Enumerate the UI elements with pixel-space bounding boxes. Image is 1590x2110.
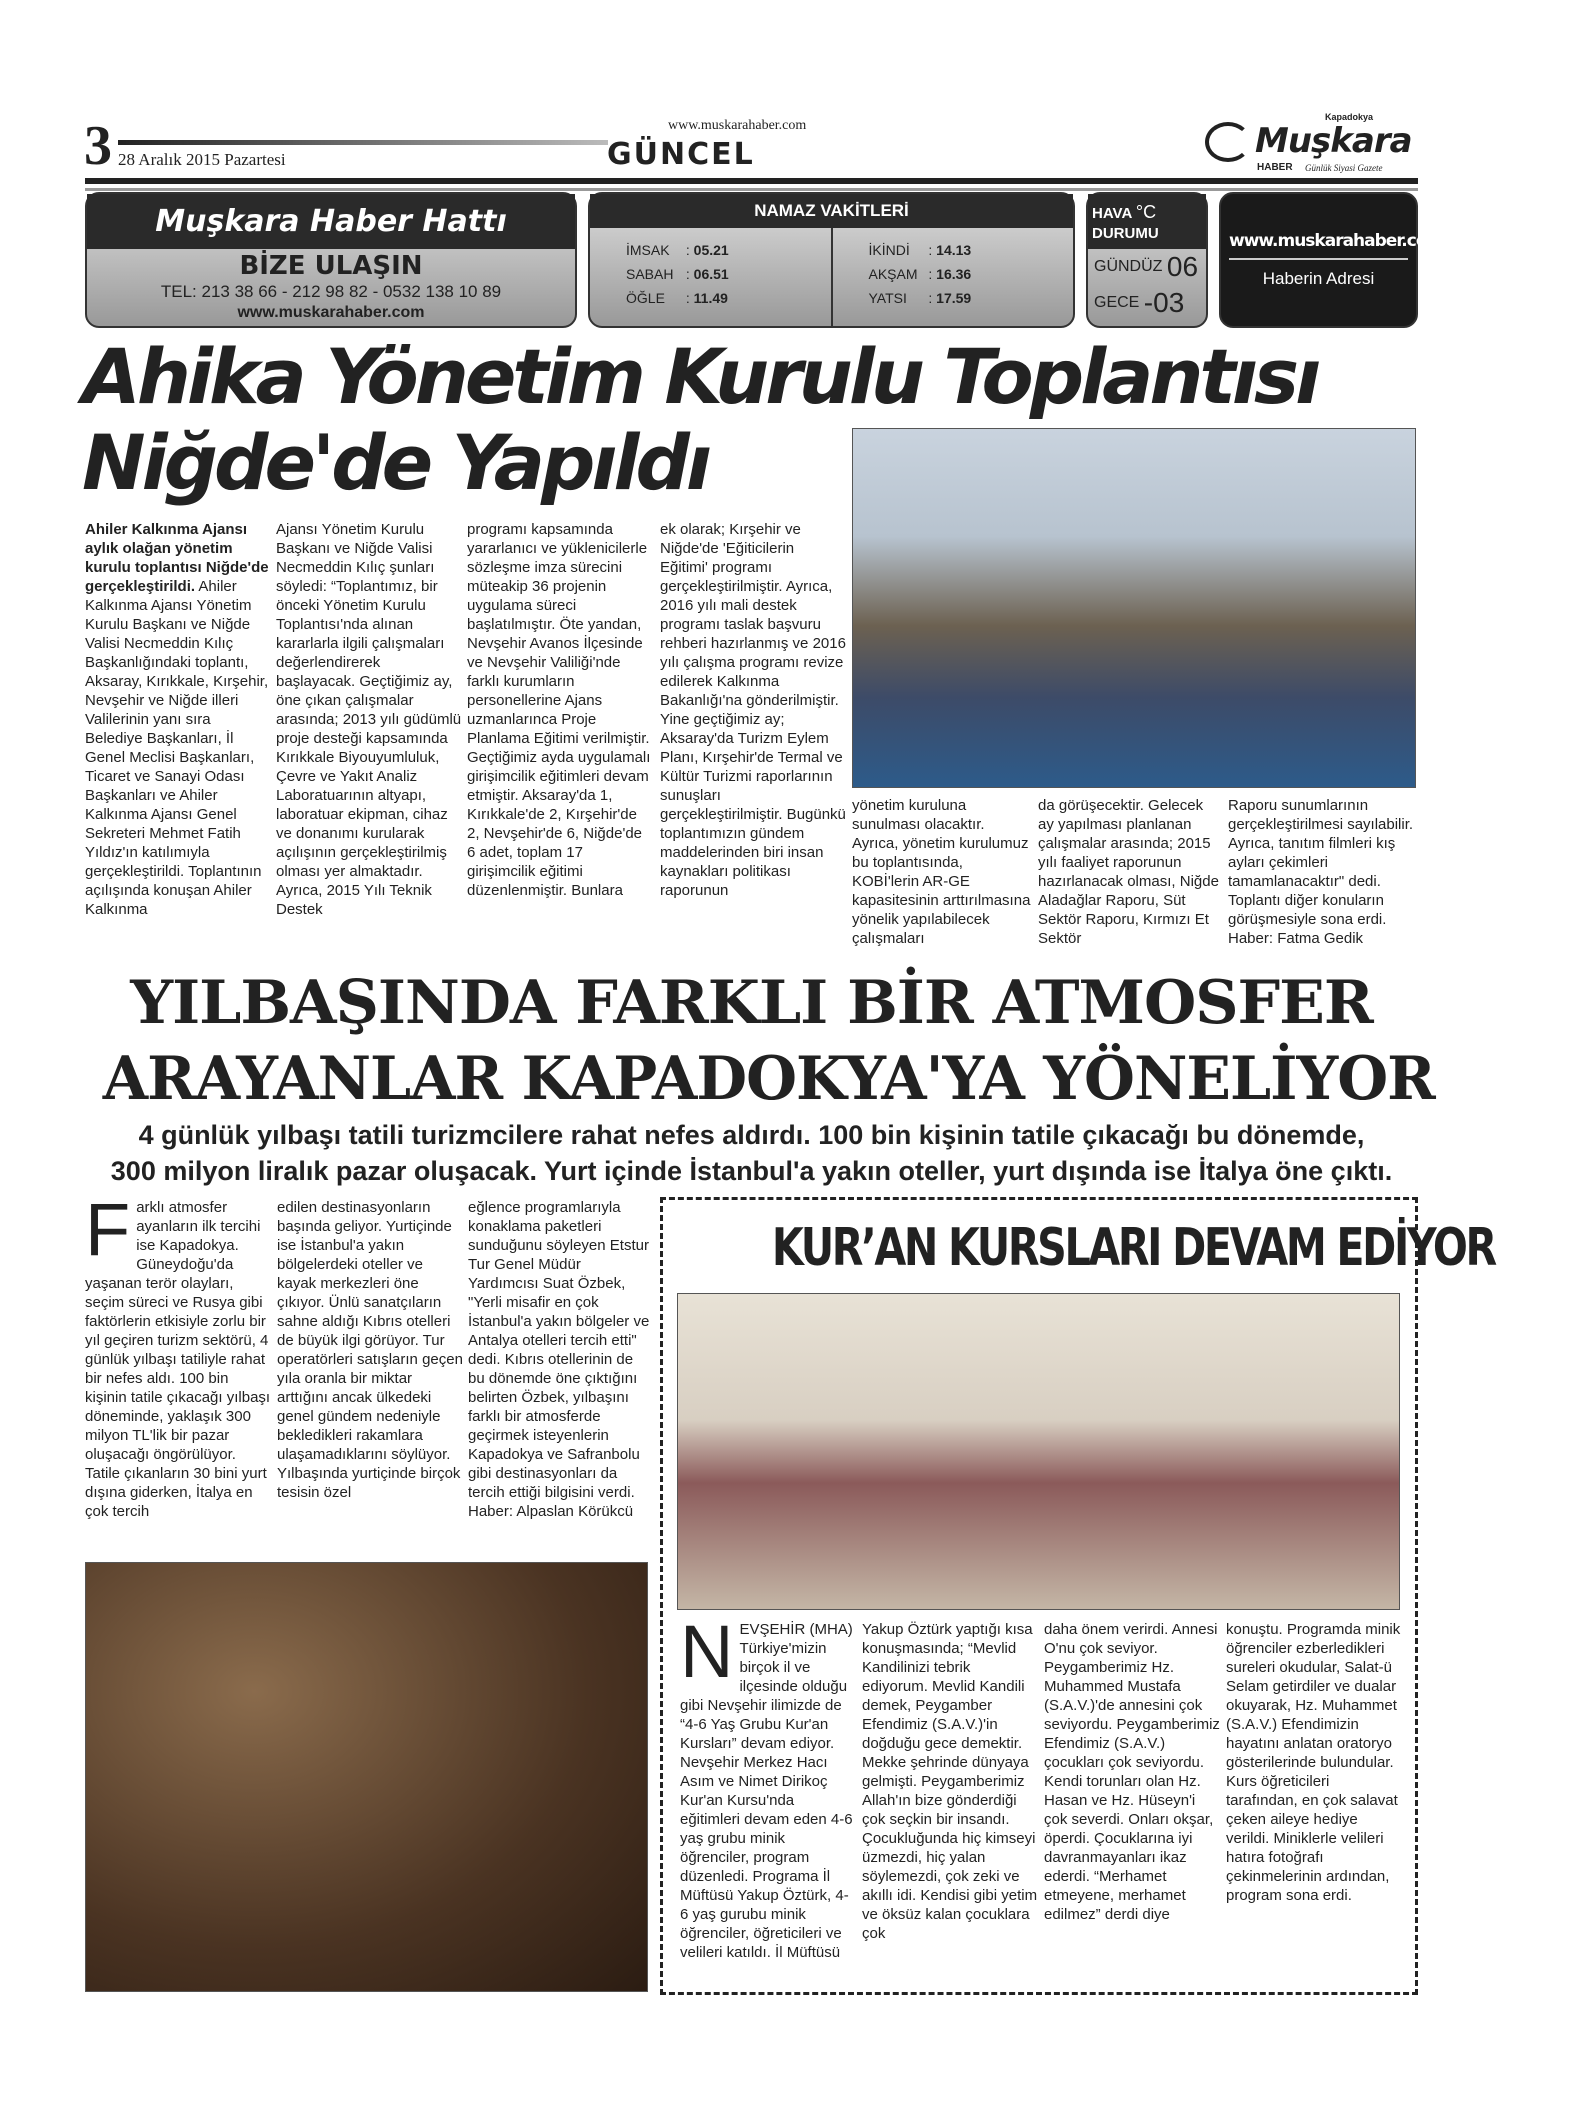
hotline-url[interactable]: www.muskarahaber.com: [237, 304, 425, 321]
article3-headline-text: KUR’AN KURSLARI DEVAM EDİYOR: [771, 1218, 1495, 1278]
weather-title: HAVA: [1092, 205, 1132, 222]
weather-title-2: DURUMU: [1092, 225, 1159, 242]
prayer-time: 11.49: [693, 290, 728, 306]
prayer-name: İKİNDİ: [868, 242, 910, 258]
article3-col-4: konuştu. Programda minik öğrenciler ezberledikleri sureleri okudular, Salat-ü Selam getirdiler ve dualar okuyarak, Hz. Muhammet (S.A.V.) Efendimizin hayatını anlatan oratoryo gösterilerinde bulundular. Kurs öğreticileri tarafından, en çok salavat çeken aileye hediye verildi. Miniklerle velileri hatıra fotoğrafı çekinmelerinin ardından, program sona erdi.: [1226, 1621, 1401, 1904]
article1-col-1: [85, 520, 269, 919]
logo-slogan: Günlük Siyasi Gazete: [1305, 163, 1383, 173]
article3-col-1: [680, 1610, 856, 1962]
logo-sub: HABER: [1257, 162, 1293, 173]
prayer-col-right: İKİNDİ : 14.13 AKŞAM : 16.36 YATSI : 17.59: [831, 228, 1074, 328]
article3-col-3: daha önem verirdi. Annesi O'nu çok seviyor. Peygamberimiz Hz. Muhammed Mustafa (S.A.V.)'de annesini çok seviyordu. Peygamberimiz Efendimiz (S.A.V.) çocukları çok seviyordu. Kendi torunları olan Hz. Hasan ve Hz. Hüseyn'i çok severdi. Onları okşar, öperdi. Çocuklarına iyi davranmayanları ikaz ederdi. “Merhamet etmeyene, merhamet edilmez” derdi diye: [1044, 1621, 1220, 1923]
article2-col-2: edilen destinasyonların başında geliyor. Yurtiçinde ise İstanbul'a yakın bölgelerdeki oteller ve kayak merkezleri öne çıkıyor. Ünlü sanatçıların sahne aldığı Kıbrıs otelleri de büyük ilgi görüyor. Tur operatörleri satışların geçen yıla oranla bir miktar arttığını ancak ülkedeki genel gündem nedeniyle bekledikleri rakamlara ulaşamadıklarını söylüyor. Yılbaşında yurtiçinde birçok tesisin özel: [277, 1199, 463, 1501]
night-temp: -03: [1143, 287, 1185, 318]
article3-text: EVŞEHİR (MHA) Türkiye'mizin birçok il ve ilçesinde olduğu gibi Nevşehir ilimizde de “4-6 Yaş Grubu Kur'an Kursları” devam ediyor. Nevşehir Merkez Hacı Asım ve Nimet Dirikoç Kur'an Kursu'nda eğitimleri devam eden 4-6 yaş grubu minik öğrenciler, program düzenledi. Programa İl Müftüsü Yakup Öztürk, 4-6 yaş gurubu minik öğrenciler, öğreticileri ve velileri katıldı. İl Müftüsü: [680, 1621, 853, 1961]
article2-subtitle-2-text: 300 milyon liralık pazar oluşacak. Yurt içinde İstanbul'a yakın oteller, yurt dışında ise İtalya öne çıktı.: [110, 1156, 1393, 1186]
prayer-name: AKŞAM: [868, 266, 918, 282]
children-photo: [677, 1293, 1400, 1610]
masthead-logo: [1205, 112, 1420, 176]
article1-col-7: Raporu sunumlarının gerçekleştirilmesi sayılabilir. Ayrıca, tanıtım filmleri kış ayları çekimleri tamamlanacaktır" dedi. Toplantı diğer konuların görüşmesiyle sona erdi. Haber: Fatma Gedik: [1228, 797, 1414, 947]
article2-text: arklı atmosfer ayanların ilk tercihi ise Kapadokya. Güneydoğu'da yaşanan terör olayları, seçim süreci ve Rusya gibi faktörlerin etkisiyle zorlu bir yıl geçiren turizm sektörü, 4 günlük yılbaşı tatiliyle rahat bir nefes aldı. 100 bin kişinin tatile çıkacağı yılbaşı döneminde, yaklaşık 300 milyon TL'lik bir pazar oluşacağı öngörülüyor. Tatile çıkanların 30 bini yurt dışına giderken, İtalya en çok tercih: [85, 1199, 271, 1520]
hotline-title: Muşkara Haber Hattı: [87, 194, 575, 249]
issue-date: 28 Aralık 2015 Pazartesi: [118, 150, 286, 169]
article2-col-1: [85, 1188, 271, 1521]
article1-col-6: da görüşecektir. Gelecek ay yapılması planlanan çalışmalar arasında; 2015 yılı faaliyet raporunun hazırlanacak olması, Niğde Aladağlar Raporu, Süt Sektör Raporu, Kırmızı Et Sektör: [1038, 797, 1219, 947]
prayer-time: 05.21: [693, 242, 729, 258]
article2-headline-2: [85, 1041, 1435, 1117]
section-title: GÜNCEL: [607, 137, 755, 172]
unit-label: °C: [1135, 202, 1157, 222]
article1-col-3: programı kapsamında yararlanıcı ve yüklenicilerle sözleşme imza sürecini müteakip 36 projenin uygulama süreci başlatılmıştır. Öte yandan, Nevşehir Avanos İlçesinde ve Nevşehir Valiliği'nde farklı kurumların personellerine Ajans uzmanlarınca Proje Planlama Eğitimi verilmiştir. Geçtiğimiz ayda uygulamalı girişimcilik eğitimleri devam etmiştir. Aksaray'da 1, Kırıkkale'de 2, Kırşehir'de 2, Nevşehir'de 6, Niğde'de 6 adet, toplam 17 girişimcilik eğitimi düzenlenmiştir. Bunlara: [467, 521, 651, 899]
site-url[interactable]: www.muskarahaber.com: [1229, 230, 1408, 260]
prayer-time: 17.59: [936, 290, 972, 306]
meeting-photo: [852, 428, 1416, 788]
night-label: GECE: [1094, 294, 1140, 312]
day-temp: 06: [1166, 251, 1199, 282]
page-number: 3: [84, 115, 112, 177]
article2-subtitle-text: 4 günlük yılbaşı tatili turizmcilere rahat nefes aldırdı. 100 bin kişinin tatile çıkacağı bu dönemde,: [138, 1120, 1365, 1150]
prayer-name: İMSAK: [626, 242, 670, 258]
logo-name: Muşkara: [1255, 121, 1412, 161]
article1-col-5: yönetim kuruluna sunulması olacaktır. Ayrıca, yönetim kurulumuz bu toplantısında, KOBİ'lerin AR-GE kapasitesinin arttırılmasına yönelik yapılabilecek çalışmaları: [852, 797, 1031, 947]
article1-lead: Ahiler Kalkınma Ajansı aylık olağan yönetim kurulu toplantısı Niğde'de gerçekleştirildi.: [85, 521, 269, 595]
divider: [85, 188, 1418, 191]
article2-subtitle-2: [85, 1153, 1418, 1189]
prayer-time: 16.36: [936, 266, 972, 282]
dropcap: F: [85, 1188, 131, 1271]
hotline-contact: BİZE ULAŞIN: [239, 251, 423, 281]
hotline-phone: TEL: 213 38 66 - 212 98 82 - 0532 138 10 89: [160, 282, 502, 301]
divider: [118, 140, 608, 145]
article3-headline: [677, 1208, 1495, 1288]
prayer-times-box: [588, 192, 1075, 328]
divider: [85, 178, 1418, 184]
prayer-time: 06.51: [693, 266, 729, 282]
dropcap: N: [680, 1610, 734, 1693]
weather-box: [1086, 192, 1208, 328]
article1-col-2: Ajansı Yönetim Kurulu Başkanı ve Niğde Valisi Necmeddin Kılıç şunları söyledi: “Toplantımız, bir önceki Yönetim Kurulu Toplantısı'nda alınan kararlarla ilgili çalışmaları değerlendirerek başlayacak. Geçtiğimiz ay, öne çıkan çalışmalar arasında; 2013 yılı güdümlü proje desteği kapsamında Kırıkkale Biyouyumluluk, Çevre ve Yakıt Analiz Laboratuarının altyapı, laboratuar ekipman, cihaz ve donanımı kurularak açılışının gerçekleştirilmiş olması yer almaktadır. Ayrıca, 2015 Yılı Teknik Destek: [276, 521, 462, 918]
article3-col-2: Yakup Öztürk yaptığı kısa konuşmasında; “Mevlid Kandilinizi tebrik ediyorum. Mevlid Kandili demek, Peygamber Efendimiz (S.A.V.)'in doğduğu gece demektir. Mekke şehrinde dünyaya gelmişti. Peygamberimiz Allah'ın bize gönderdiği çok seçkin bir insandı. Çocukluğunda hiç kimseyi üzmezdi, hiç yalan söylemezdi, çok zeki ve akıllı idi. Kendisi gibi yetim ve öksüz kalan çocuklara çok: [862, 1621, 1038, 1942]
day-label: GÜNDÜZ: [1094, 258, 1163, 276]
article1-text: Ahiler Kalkınma Ajansı Yönetim Kurulu Başkanı ve Niğde Valisi Necmeddin Kılıç Başkanlığındaki toplantı, Aksaray, Kırıkkale, Kırşehir, Nevşehir ve Niğde illeri Valilerinin yanı sıra Belediye Başkanları, İl Genel Meclisi Başkanları, Ticaret ve Sanayi Odası Başkanları ve Ahiler Kalkınma Ajansı Genel Sekreteri Mehmet Fatih Yıldız'ın katılımıyla gerçekleştirildi. Toplantının açılışında konuşan Ahiler Kalkınma: [85, 578, 269, 918]
site-tagline: Haberin Adresi: [1262, 269, 1375, 288]
prayer-name: YATSI: [868, 290, 907, 306]
article2-headline-2-text: ARAYANLAR KAPADOKYA'YA YÖNELİYOR: [102, 1044, 1435, 1114]
article2-headline: [85, 965, 1418, 1041]
article2-col-3: eğlence programlarıyla konaklama paketleri sunduğunu söyleyen Etstur Tur Genel Müdür Yardımcısı Suat Özbek, "Yerli misafir en çok İstanbul'a yakın bölgeler ve Antalya otelleri tercih etti" dedi. Kıbrıs otellerinin de bu dönemde öne çıktığını belirten Özbek, yılbaşını farklı bir atmosferde geçirmek isteyenlerin Kapadokya ve Safranbolu gibi destinasyonları da tercih ettiği bilgisini verdi. Haber: Alpaslan Körükcü: [468, 1199, 650, 1520]
prayer-name: SABAH: [626, 266, 674, 282]
logo-ring-icon: [1205, 122, 1251, 162]
section-url[interactable]: www.muskarahaber.com: [668, 118, 807, 133]
prayer-time: 14.13: [936, 242, 972, 258]
article2-headline-text: YILBAŞINDA FARKLI BİR ATMOSFER: [130, 968, 1373, 1038]
article1-headline-text: Ahika Yönetim Kurulu Toplantısı: [82, 332, 1318, 421]
logo-top: Kapadokya: [1325, 112, 1374, 122]
article2-subtitle: [85, 1117, 1418, 1153]
article1-headline: [82, 334, 1422, 420]
article1-headline-2-text: Niğde'de Yapıldı: [82, 418, 708, 507]
article1-col-4: ek olarak; Kırşehir ve Niğde'de 'Eğiticilerin Eğitimi' programı gerçekleştirilmiştir. Ayrıca, 2016 yılı mali destek programı taslak başvuru rehberi hazırlanmış ve 2016 yılı çalışma programı revize edilerek Kalkınma Bakanlığı'na gönderilmiştir. Yine geçtiğimiz ay; Aksaray'da Turizm Eylem Planı, Kırşehir'de Termal ve Kültür Turizmi raporlarının sunuşları gerçekleştirilmiştir. Bugünkü toplantımızın gündem maddelerinden biri insan kaynakları politikası raporunun: [660, 521, 846, 899]
prayer-name: ÖĞLE: [626, 290, 665, 306]
site-box: [1219, 192, 1444, 328]
prayer-title: NAMAZ VAKİTLERİ: [590, 194, 1073, 228]
celebration-photo: [85, 1562, 648, 1992]
hotline-box: [85, 192, 577, 328]
prayer-col-left: İMSAK : 05.21 SABAH : 06.51 ÖĞLE : 11.49: [590, 228, 831, 328]
